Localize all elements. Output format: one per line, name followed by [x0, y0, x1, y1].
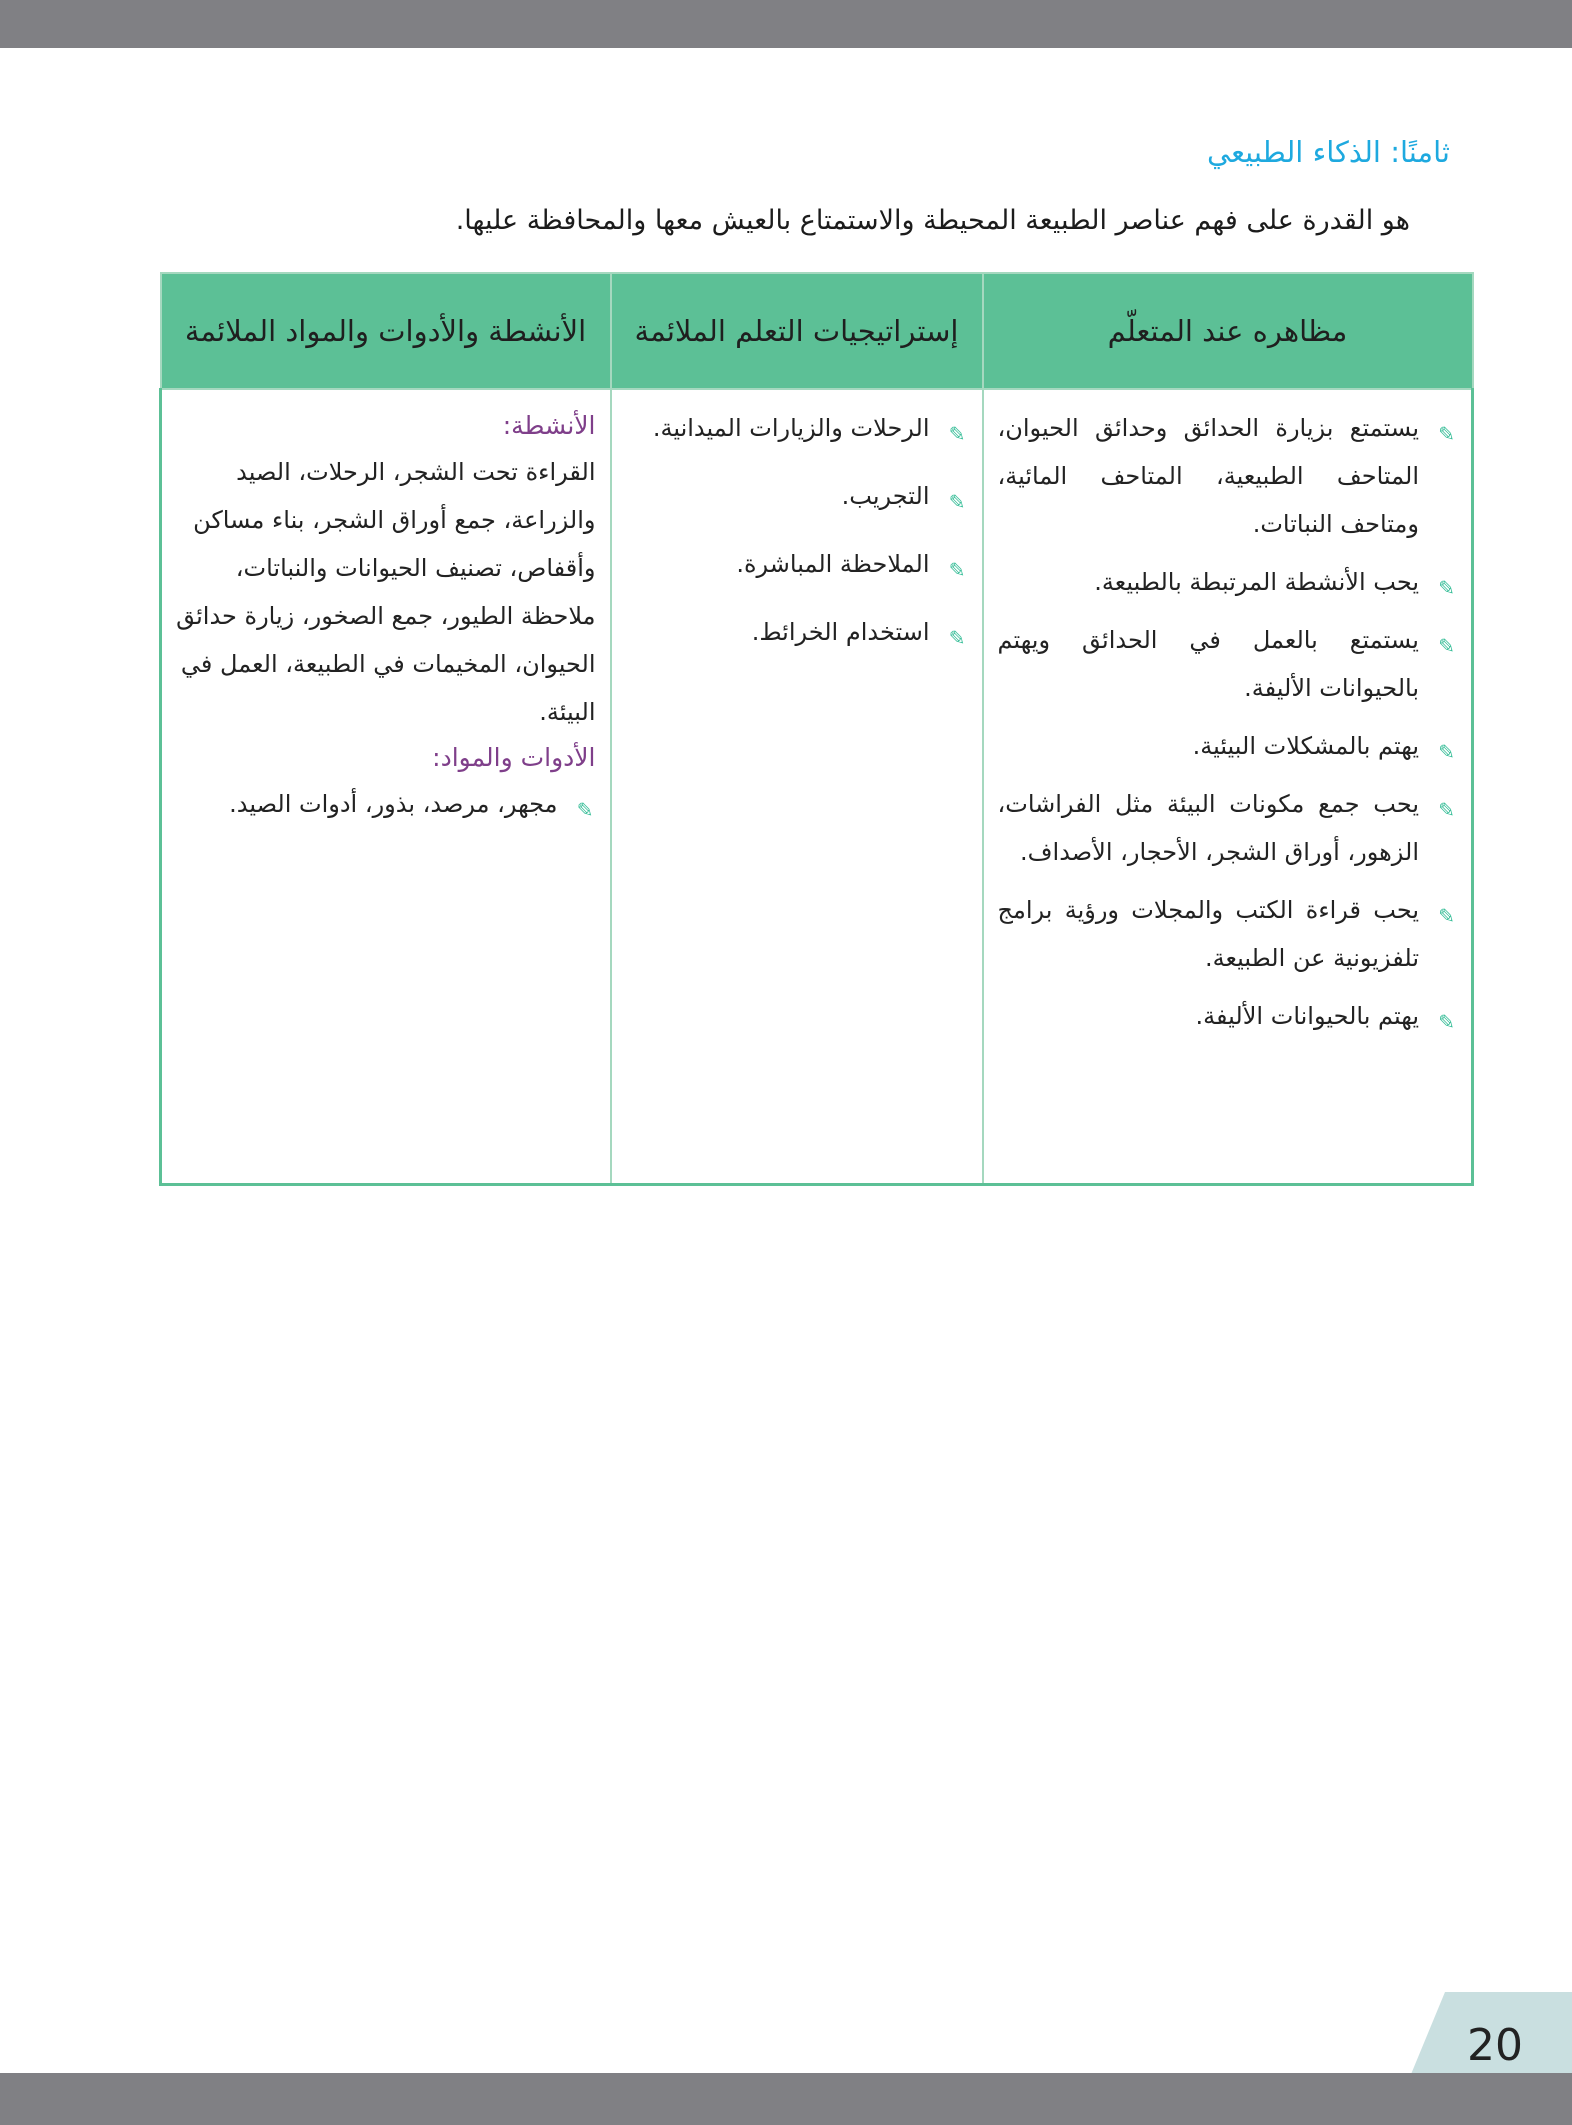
- manifestations-cell: [983, 389, 1473, 1185]
- leaf-bullet-icon: ✎: [948, 422, 966, 446]
- header-activities: الأنشطة والأدوات والمواد الملائمة: [161, 273, 611, 389]
- activities-cell: [161, 389, 611, 1185]
- leaf-bullet-icon: ✎: [1438, 904, 1455, 928]
- list-item: ✎ التجريب.: [626, 472, 968, 520]
- list-item: ✎ يستمتع بزيارة الحدائق وحدائق الحيوان، المتاحف الطبيعية، المتاحف المائية، ومتاحف النباتات.: [998, 404, 1458, 548]
- intelligence-table: [159, 272, 1474, 1186]
- list-item: ✎ الملاحظة المباشرة.: [626, 540, 968, 588]
- section-title: ثامنًا: الذكاء الطبيعي: [1207, 135, 1450, 169]
- list-item: ✎ يستمتع بالعمل في الحدائق ويهتم بالحيوانات الأليفة.: [998, 616, 1458, 712]
- leaf-bullet-icon: ✎: [1438, 422, 1455, 446]
- activities-heading: الأنشطة:: [502, 411, 596, 440]
- header-strategies: إستراتيجيات التعلم الملائمة: [611, 273, 983, 389]
- leaf-bullet-icon: ✎: [948, 558, 966, 582]
- tools-heading: الأدوات والمواد:: [432, 743, 596, 772]
- list-item: ✎ يحب جمع مكونات البيئة مثل الفراشات، الزهور، أوراق الشجر، الأحجار، الأصداف.: [998, 780, 1458, 876]
- list-item: ✎ مجهر، مرصد، بذور، أدوات الصيد.: [176, 780, 596, 828]
- strategies-cell: [611, 389, 983, 1185]
- leaf-bullet-icon: ✎: [1438, 740, 1455, 764]
- list-item: ✎ الرحلات والزيارات الميدانية.: [626, 404, 968, 452]
- section-definition: هو القدرة على فهم عناصر الطبيعة المحيطة والاستمتاع بالعيش معها والمحافظة عليها.: [455, 205, 1410, 236]
- table-body-row: [161, 389, 1473, 1185]
- leaf-bullet-icon: ✎: [1438, 1010, 1455, 1034]
- leaf-bullet-icon: ✎: [948, 490, 966, 514]
- leaf-bullet-icon: ✎: [576, 798, 594, 822]
- list-item: ✎ استخدام الخرائط.: [626, 608, 968, 656]
- list-item: ✎ يحب قراءة الكتب والمجلات ورؤية برامج تلفزيونية عن الطبيعة.: [998, 886, 1458, 982]
- activities-text: القراءة تحت الشجر، الرحلات، الصيد والزراعة، جمع أوراق الشجر، بناء مساكن وأقفاص، تصنيف الحيوانات والنباتات، ملاحظة الطيور، جمع الصخور، زيارة حدائق الحيوان، المخيمات في الطبيعة، العمل في البيئة.: [176, 458, 596, 726]
- leaf-bullet-icon: ✎: [1438, 576, 1455, 600]
- leaf-bullet-icon: ✎: [1438, 798, 1455, 822]
- leaf-bullet-icon: ✎: [1438, 634, 1455, 658]
- table-header-row: [161, 273, 1473, 389]
- list-item: ✎ يهتم بالحيوانات الأليفة.: [998, 992, 1458, 1040]
- page-number: 20: [1467, 2020, 1523, 2071]
- leaf-bullet-icon: ✎: [948, 626, 966, 650]
- list-item: ✎ يهتم بالمشكلات البيئية.: [998, 722, 1458, 770]
- top-bar: [0, 0, 1572, 48]
- header-manifestations: مظاهره عند المتعلّم: [983, 273, 1473, 389]
- bottom-bar: [0, 2073, 1572, 2125]
- list-item: ✎ يحب الأنشطة المرتبطة بالطبيعة.: [998, 558, 1458, 606]
